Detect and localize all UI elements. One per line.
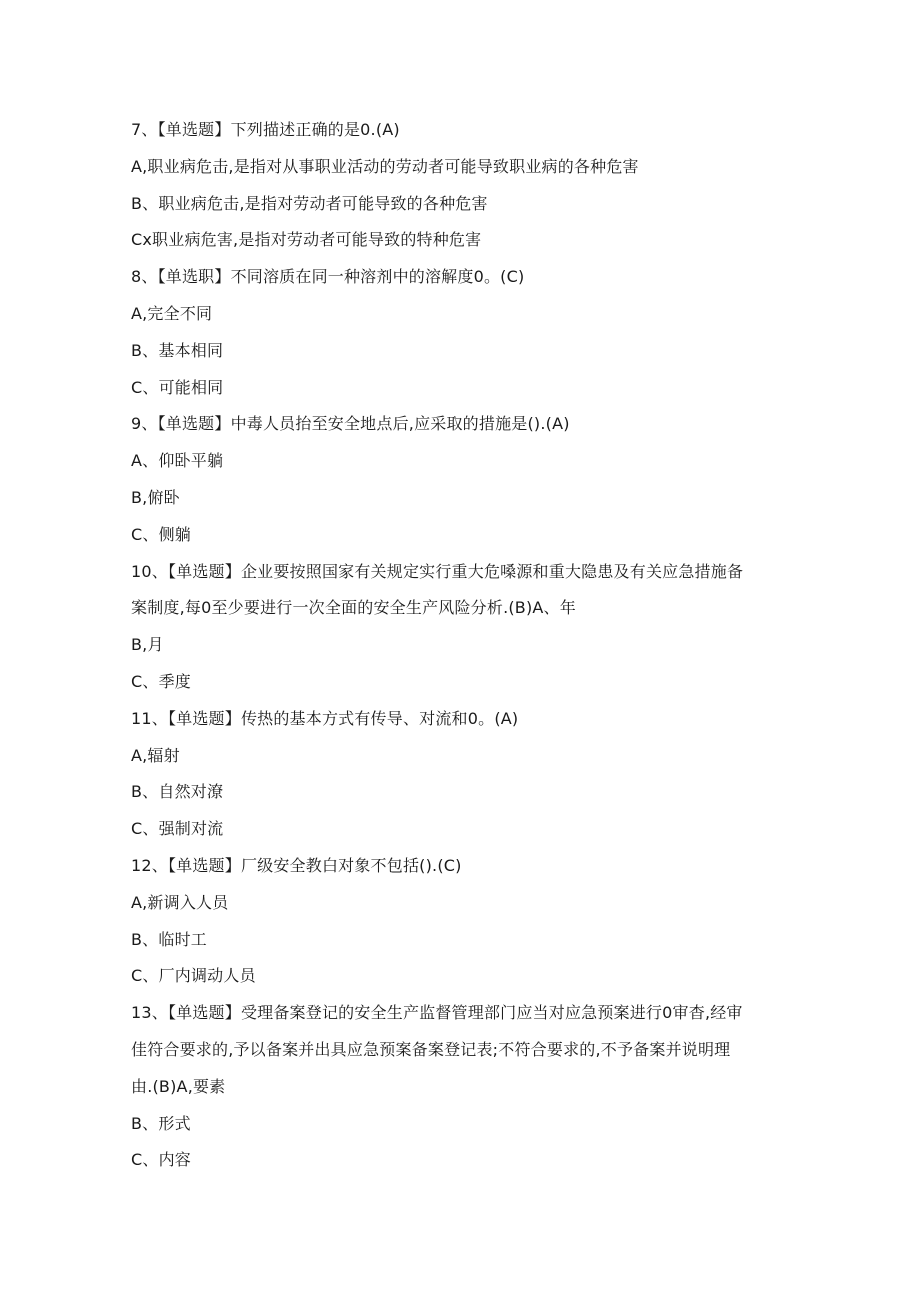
option-b: B、临时工 (131, 929, 207, 949)
question-10-stem-line-2: 案制度,每0至少要进行一次全面的安全生产风险分析.(B)A、年 (131, 598, 576, 618)
option-a: A,完全不同 (131, 303, 213, 323)
option-a: A、仰卧平躺 (131, 451, 224, 471)
option-b: B、职业病危击,是指对劳动者可能导致的各种危害 (131, 193, 488, 213)
option-b: B、基本相同 (131, 340, 224, 360)
option-c: C、强制对流 (131, 819, 224, 839)
question-8-stem: 8、【单选职】不同溶质在同一种溶剂中的溶解度0。(C) (131, 267, 525, 287)
option-a: A,职业病危击,是指对从事职业活动的劳动者可能导致职业病的各种危害 (131, 156, 639, 176)
option-c: C、季度 (131, 671, 191, 691)
option-c: C、可能相同 (131, 377, 224, 397)
question-list (131, 112, 791, 1179)
question-10-stem-line-1: 10、【单选题】企业要按照国家有关规定实行重大危嗓源和重大隐患及有关应急措施备 (131, 561, 744, 581)
question-11-stem: 11、【单选题】传热的基本方式有传导、对流和0。(A) (131, 708, 519, 728)
option-c: C、侧躺 (131, 524, 191, 544)
option-a: A,辐射 (131, 745, 180, 765)
option-c: C、厂内调动人员 (131, 966, 256, 986)
question-13-stem-line-3: 由.(B)A,要素 (131, 1076, 226, 1096)
option-c: C、内容 (131, 1150, 191, 1170)
question-12-stem: 12、【单选题】厂级安全教白对象不包括().(C) (131, 855, 462, 875)
option-a: A,新调入人员 (131, 892, 229, 912)
option-b: B,月 (131, 635, 164, 655)
option-b: B,俯卧 (131, 487, 180, 507)
question-7-stem: 7、【单选题】下列描述正确的是0.(A) (131, 120, 400, 139)
option-c: Cx职业病危害,是指对劳动者可能导致的特种危害 (131, 230, 482, 250)
option-b: B、自然对潦 (131, 782, 224, 802)
option-b: B、形式 (131, 1113, 191, 1133)
question-13-stem-line-1: 13、【单选题】受理备案登记的安全生产监督管理部门应当对应急预案进行0审杳,经审 (131, 1003, 743, 1023)
question-13-stem-line-2: 佳符合要求的,予以备案并出具应急预案备案登记表;不符合要求的,不予备案并说明理 (131, 1039, 731, 1059)
question-9-stem: 9、【单选题】中毒人员抬至安全地点后,应采取的措施是().(A) (131, 414, 570, 434)
